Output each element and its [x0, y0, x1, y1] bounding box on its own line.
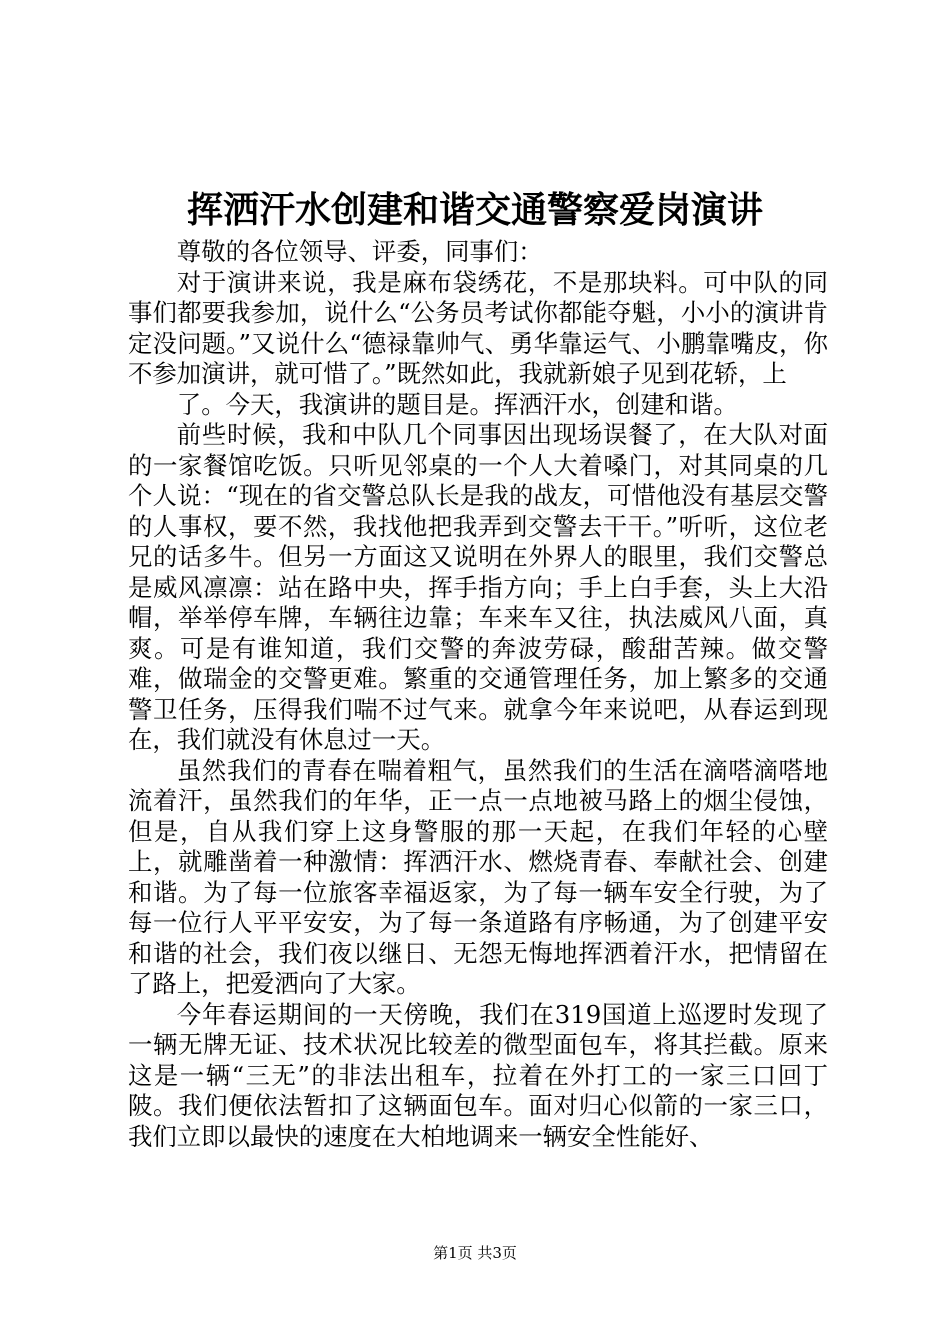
document-title: 挥洒汗水创建和谐交通警察爱岗演讲 [186, 189, 763, 231]
salutation-paragraph: 尊敬的各位领导、评委，同事们： [176, 237, 543, 266]
body-paragraph: 前些时候，我和中队几个同事因出现场误餐了，在大队对面的一家餐馆吃饭。只听见邻桌的一个人大着嗓门，对其同桌的几个人说：“现在的省交警总队长是我的战友，可惜他没有基层交警的人事权，要不然，我找他把我弄到交警去干干。”听听，这位老兄的话多牛。但另一方面这又说明在外界人的眼里，我们交警总是威风凛凛：站在路中央，挥手指方向；手上白手套，头上大沿帽，举举停车牌，车辆往边靠；车来车又往，执法威风八面，真爽。可是有谁知道，我们交警的奔波劳碌，酸甜苦辣。做交警难，做瑞金的交警更难。繁重的交通管理任务，加上繁多的交通警卫任务，压得我们喘不过气来。就拿今年来说吧，从春运到现在，我们就没有休息过一天。 [128, 420, 828, 754]
body-paragraph: 对于演讲来说，我是麻布袋绣花，不是那块料。可中队的同事们都要我参加，说什么“公务员考试你都能夺魁，小小的演讲肯定没问题。”又说什么“德禄靠帅气、勇华靠运气、小鹏靠嘴皮，你不参加演讲，就可惜了。”既然如此，我就新娘子见到花轿，上 [128, 267, 828, 388]
body-paragraph: 今年春运期间的一天傍晚，我们在319国道上巡逻时发现了一辆无牌无证、技术状况比较差的微型面包车，将其拦截。原来这是一辆“三无”的非法出租车，拉着在外打工的一家三口回丁陂。我们便依法暂扣了这辆面包车。面对归心似箭的一家三口，我们立即以最快的速度在大柏地调来一辆安全性能好、 [128, 999, 828, 1151]
document-body [128, 237, 828, 1152]
body-paragraph: 了。今天，我演讲的题目是。挥洒汗水，创建和谐。 [176, 389, 738, 419]
page-number-footer: 第1页 共3页 [433, 1244, 517, 1262]
body-paragraph: 虽然我们的青春在喘着粗气，虽然我们的生活在滴嗒滴嗒地流着汗，虽然我们的年华，正一点一点地被马路上的烟尘侵蚀，但是，自从我们穿上这身警服的那一天起，在我们年轻的心壁上，就雕凿着一种激情：挥洒汗水、燃烧青春、奉献社会、创建和谐。为了每一位旅客幸福返家，为了每一辆车安全行驶，为了每一位行人平平安安，为了每一条道路有序畅通，为了创建平安和谐的社会，我们夜以继日、无怨无悔地挥洒着汗水，把情留在了路上，把爱洒向了大家。 [128, 755, 828, 998]
